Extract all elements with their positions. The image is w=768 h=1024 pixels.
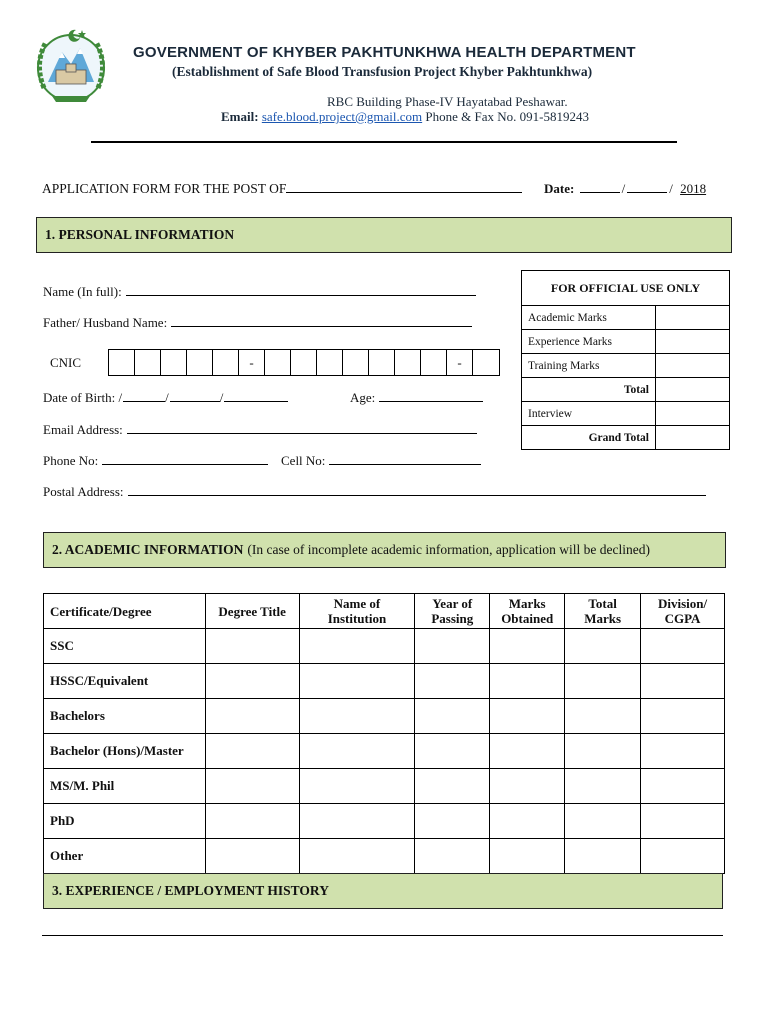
table-cell[interactable] xyxy=(490,699,565,734)
postal-label: Postal Address: xyxy=(43,484,124,499)
table-cell[interactable] xyxy=(641,839,725,874)
official-value-cell xyxy=(656,354,730,378)
personal-info-title: 1. PERSONAL INFORMATION xyxy=(45,227,235,242)
column-header: Degree Title xyxy=(205,594,299,629)
table-cell[interactable] xyxy=(205,734,299,769)
experience-title: 3. EXPERIENCE / EMPLOYMENT HISTORY xyxy=(52,883,329,898)
official-use-table xyxy=(521,270,730,450)
cnic-digit[interactable] xyxy=(135,350,161,375)
table-row xyxy=(44,839,725,874)
cnic-digit[interactable] xyxy=(109,350,135,375)
official-value-cell xyxy=(656,378,730,402)
cnic-digit[interactable] xyxy=(343,350,369,375)
degree-label: Bachelor (Hons)/Master xyxy=(44,734,206,769)
table-row xyxy=(44,734,725,769)
email-link[interactable]: safe.blood.project@gmail.com xyxy=(261,109,423,124)
table-cell[interactable] xyxy=(641,629,725,664)
table-cell[interactable] xyxy=(565,769,641,804)
official-value-cell xyxy=(656,306,730,330)
date-month-blank[interactable] xyxy=(627,180,667,193)
dob-field: Date of Birth: / / / xyxy=(43,389,288,406)
cell-label: Cell No: xyxy=(281,453,326,468)
personal-info-banner xyxy=(36,217,732,253)
project-subtitle: (Establishment of Safe Blood Transfusion Project Khyber Pakhtunkhwa) xyxy=(172,64,593,79)
date-year: 2018 xyxy=(680,181,707,196)
official-row-label: Total xyxy=(522,378,656,402)
degree-label: Other xyxy=(44,839,206,874)
dob-year-blank[interactable] xyxy=(224,389,288,402)
table-cell[interactable] xyxy=(299,769,415,804)
table-cell[interactable] xyxy=(205,839,299,874)
official-row-label: Academic Marks xyxy=(522,306,656,330)
post-blank[interactable] xyxy=(286,180,522,193)
header-divider xyxy=(91,141,677,143)
cnic-digit[interactable] xyxy=(291,350,317,375)
name-field xyxy=(43,283,476,300)
table-cell[interactable] xyxy=(490,664,565,699)
table-cell[interactable] xyxy=(565,734,641,769)
table-cell[interactable] xyxy=(299,629,415,664)
table-cell[interactable] xyxy=(565,629,641,664)
phone-blank[interactable] xyxy=(102,452,268,465)
cnic-digit[interactable] xyxy=(265,350,291,375)
age-blank[interactable] xyxy=(379,389,483,402)
cnic-label: CNIC xyxy=(50,355,82,370)
office-address: RBC Building Phase-IV Hayatabad Peshawar. xyxy=(327,94,568,109)
official-row-label: Experience Marks xyxy=(522,330,656,354)
table-cell[interactable] xyxy=(565,699,641,734)
email-address-label: Email Address: xyxy=(43,422,123,437)
table-row xyxy=(44,769,725,804)
department-title: GOVERNMENT OF KHYBER PAKHTUNKHWA HEALTH DEPARTMENT xyxy=(133,44,636,61)
table-cell[interactable] xyxy=(299,804,415,839)
academic-table xyxy=(43,593,725,874)
postal-blank[interactable] xyxy=(128,483,706,496)
cnic-digit[interactable] xyxy=(395,350,421,375)
name-blank[interactable] xyxy=(126,283,476,296)
cnic-digit[interactable] xyxy=(473,350,499,375)
table-cell[interactable] xyxy=(641,699,725,734)
cnic-digit[interactable] xyxy=(369,350,395,375)
column-header: Total Marks xyxy=(565,594,641,629)
degree-label: PhD xyxy=(44,804,206,839)
table-cell[interactable] xyxy=(415,839,490,874)
cnic-digit[interactable] xyxy=(187,350,213,375)
cnic-digit[interactable] xyxy=(161,350,187,375)
official-row-label: Interview xyxy=(522,402,656,426)
table-cell[interactable] xyxy=(415,769,490,804)
table-cell[interactable] xyxy=(205,629,299,664)
cnic-input-boxes[interactable] xyxy=(108,349,500,376)
dob-day-blank[interactable] xyxy=(123,389,165,402)
column-header: Division/ CGPA xyxy=(641,594,725,629)
table-cell[interactable] xyxy=(205,769,299,804)
degree-label: SSC xyxy=(44,629,206,664)
phone-label: Phone No: xyxy=(43,453,99,468)
contact-line xyxy=(221,109,589,125)
table-row xyxy=(44,664,725,699)
cell-blank[interactable] xyxy=(329,452,481,465)
age-field xyxy=(350,389,483,406)
post-applied-line xyxy=(42,180,526,197)
father-blank[interactable] xyxy=(171,314,472,327)
official-value-cell xyxy=(656,402,730,426)
cnic-separator: - xyxy=(239,350,265,375)
table-row xyxy=(44,629,725,664)
table-cell[interactable] xyxy=(565,839,641,874)
table-cell[interactable] xyxy=(565,804,641,839)
table-row xyxy=(44,699,725,734)
table-cell[interactable] xyxy=(415,734,490,769)
column-header: Certificate/Degree xyxy=(44,594,206,629)
date-label: Date: xyxy=(544,181,575,196)
father-field xyxy=(43,314,472,331)
table-cell[interactable] xyxy=(205,699,299,734)
table-cell[interactable] xyxy=(299,699,415,734)
table-cell[interactable] xyxy=(490,804,565,839)
cnic-digit[interactable] xyxy=(421,350,447,375)
table-cell[interactable] xyxy=(415,664,490,699)
table-row xyxy=(44,804,725,839)
phone-field xyxy=(43,452,268,469)
email-label: Email: xyxy=(221,109,259,124)
official-row-label: Training Marks xyxy=(522,354,656,378)
official-value-cell xyxy=(656,330,730,354)
table-cell[interactable] xyxy=(641,804,725,839)
academic-info-banner xyxy=(43,532,726,568)
date-line: Date: / / 2018 xyxy=(544,181,707,196)
table-cell[interactable] xyxy=(205,804,299,839)
bottom-divider xyxy=(42,935,723,936)
academic-info-note: (In case of incomplete academic information, application will be declined) xyxy=(247,542,650,557)
table-cell[interactable] xyxy=(490,839,565,874)
degree-label: MS/M. Phil xyxy=(44,769,206,804)
table-cell[interactable] xyxy=(641,664,725,699)
cnic-digit[interactable] xyxy=(213,350,239,375)
phone-fax: Phone & Fax No. 091-5819243 xyxy=(425,109,589,124)
dob-label: Date of Birth: / xyxy=(43,390,123,405)
table-cell[interactable] xyxy=(641,769,725,804)
cnic-digit[interactable] xyxy=(317,350,343,375)
academic-info-title: 2. ACADEMIC INFORMATION xyxy=(52,542,244,557)
table-cell[interactable] xyxy=(299,664,415,699)
postal-field xyxy=(43,483,706,500)
table-cell[interactable] xyxy=(299,734,415,769)
age-label: Age: xyxy=(350,390,376,405)
date-day-blank[interactable] xyxy=(580,180,620,193)
post-label: APPLICATION FORM FOR THE POST OF xyxy=(42,181,287,196)
kp-government-logo xyxy=(30,24,112,108)
table-cell[interactable] xyxy=(641,734,725,769)
table-cell[interactable] xyxy=(415,699,490,734)
email-field xyxy=(43,421,477,438)
table-cell[interactable] xyxy=(490,629,565,664)
experience-banner xyxy=(43,873,723,909)
table-cell[interactable] xyxy=(490,734,565,769)
name-label: Name (In full): xyxy=(43,284,122,299)
official-row-label: Grand Total xyxy=(522,426,656,450)
cnic-separator: - xyxy=(447,350,473,375)
table-cell[interactable] xyxy=(415,804,490,839)
email-blank[interactable] xyxy=(127,421,477,434)
cell-field xyxy=(281,452,481,469)
father-label: Father/ Husband Name: xyxy=(43,315,168,330)
degree-label: Bachelors xyxy=(44,699,206,734)
table-cell[interactable] xyxy=(490,769,565,804)
table-cell[interactable] xyxy=(415,629,490,664)
column-header: Year of Passing xyxy=(415,594,490,629)
column-header: Marks Obtained xyxy=(490,594,565,629)
degree-label: HSSC/Equivalent xyxy=(44,664,206,699)
column-header: Name of Institution xyxy=(299,594,415,629)
table-cell[interactable] xyxy=(205,664,299,699)
official-use-title: FOR OFFICIAL USE ONLY xyxy=(522,271,730,306)
table-cell[interactable] xyxy=(565,664,641,699)
dob-month-blank[interactable] xyxy=(170,389,220,402)
table-cell[interactable] xyxy=(299,839,415,874)
official-value-cell xyxy=(656,426,730,450)
